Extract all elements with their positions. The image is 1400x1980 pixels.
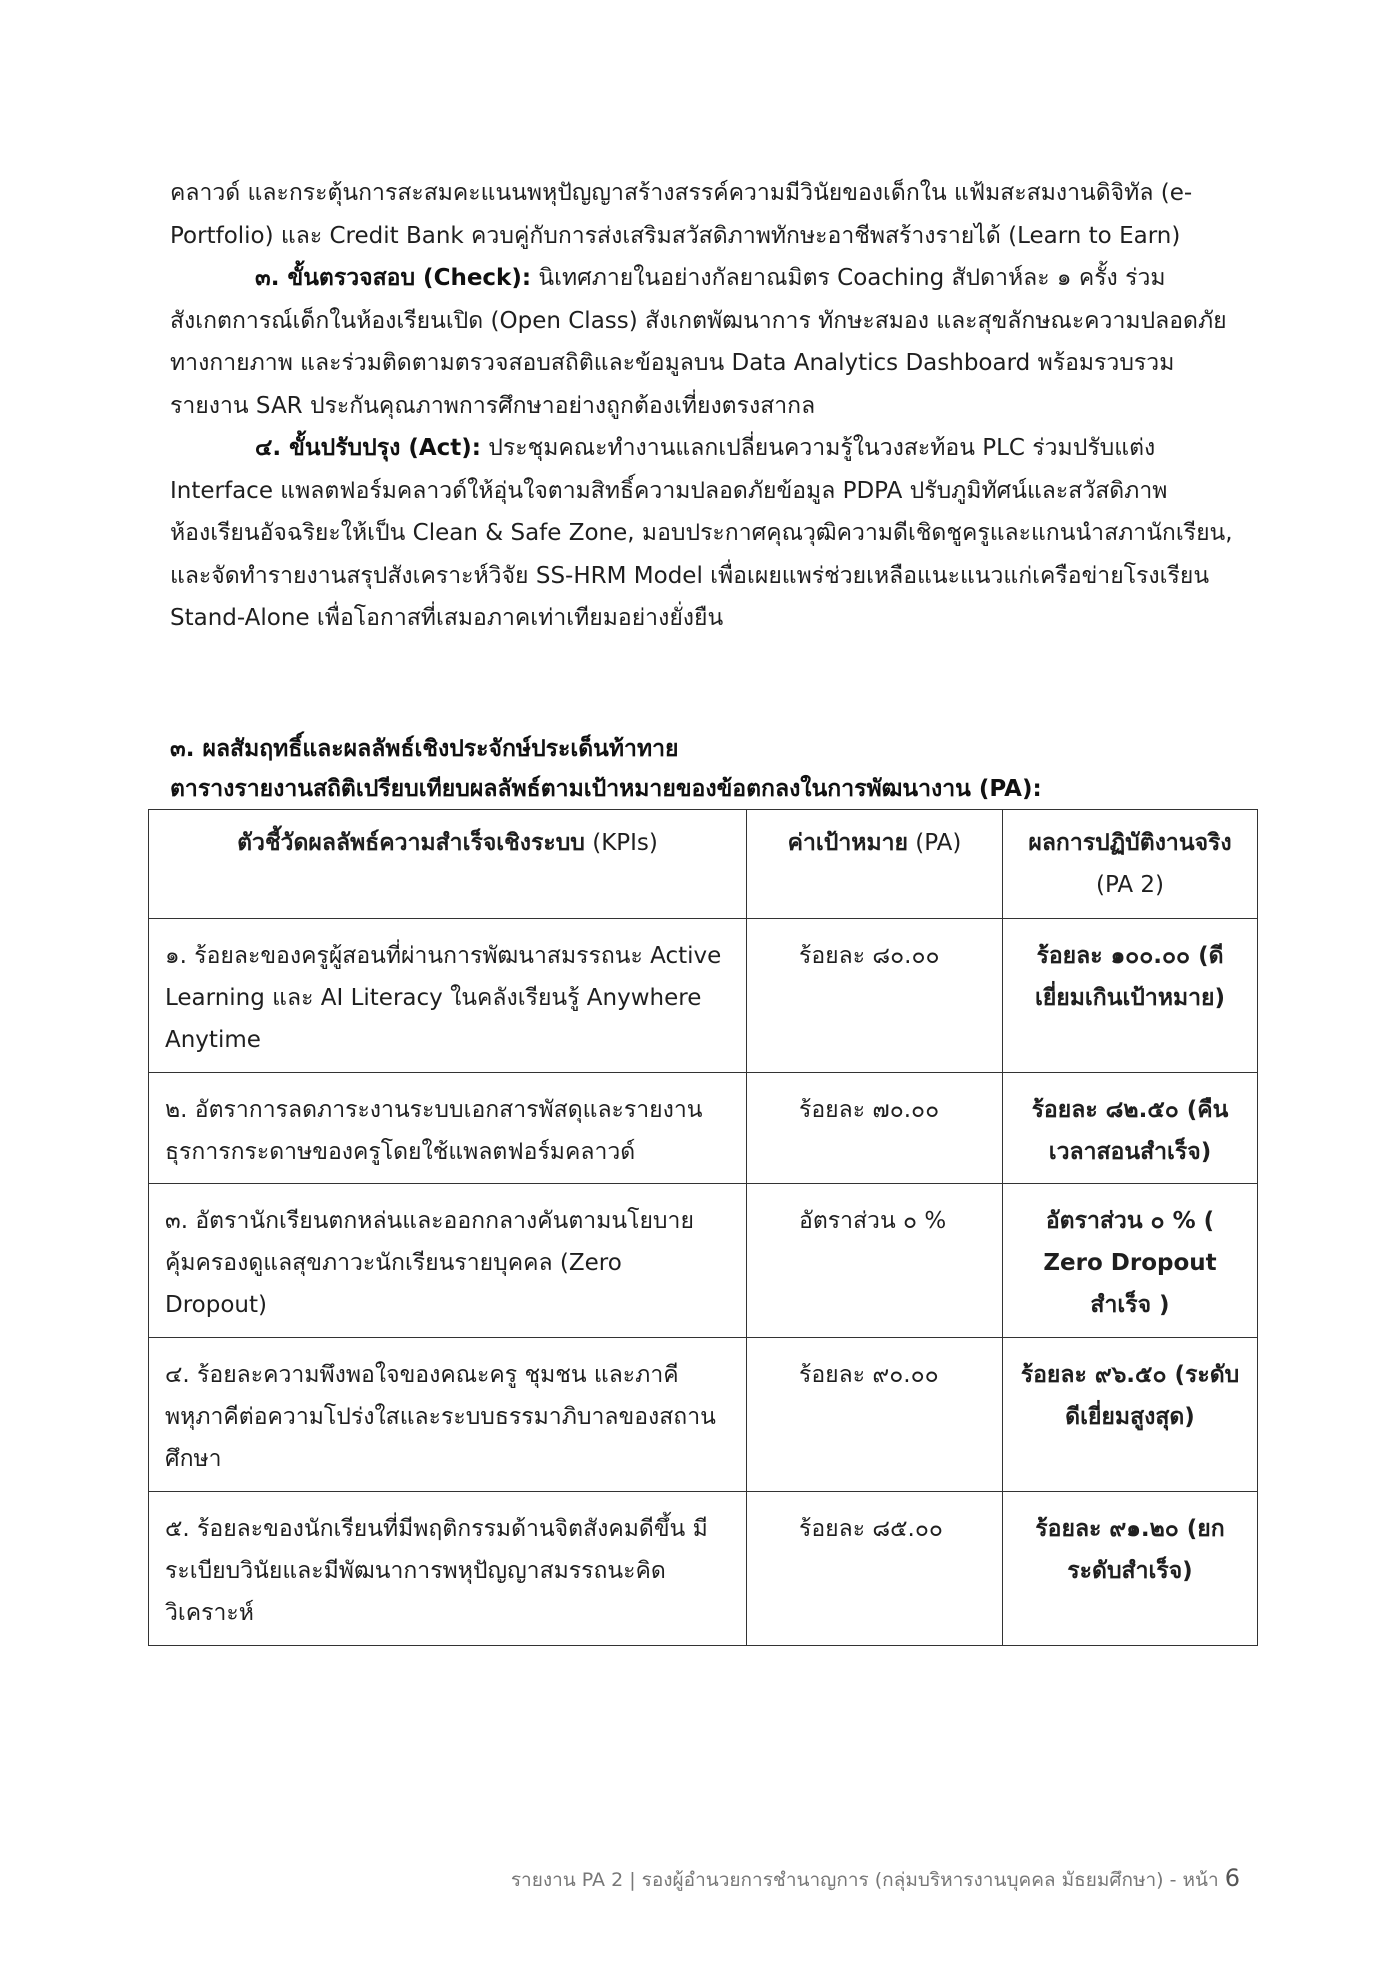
- paragraph-portfolio: คลาวด์ และกระตุ้นการสะสมคะแนนพหุปัญญาสร้างสรรค์ความมีวินัยของเด็กใน แฟ้มสะสมงานดิจิทัล (e-Portfolio) และ Credit Bank ควบคู่กับการส่งเสริมสวัสดิภาพทักษะอาชีพสร้างรายได้ (Learn to Earn): [170, 180, 1193, 249]
- table-row: [149, 1492, 1258, 1646]
- header-actual: ผลการปฏิบัติงานจริง (PA 2): [1003, 810, 1258, 919]
- header-target: ค่าเป้าหมาย (PA): [747, 810, 1003, 919]
- page-number: 6: [1224, 1864, 1240, 1892]
- table-caption: ตารางรายงานสถิติเปรียบเทียบผลลัพธ์ตามเป้าหมายของข้อตกลงในการพัฒนางาน (PA):: [170, 776, 1042, 802]
- table-row: [149, 1184, 1258, 1338]
- actual-cell: ร้อยละ ๘๒.๕๐ (คืนเวลาสอนสำเร็จ): [1003, 1073, 1258, 1184]
- step-act-label: ๔. ขั้นปรับปรุง (Act):: [255, 435, 481, 461]
- kpi-cell: ๑. ร้อยละของครูผู้สอนที่ผ่านการพัฒนาสมรรถนะ Active Learning และ AI Literacy ในคลังเรียนรู้ Anywhere Anytime: [149, 919, 747, 1073]
- target-cell: ร้อยละ ๗๐.๐๐: [747, 1073, 1003, 1184]
- actual-cell: อัตราส่วน ๐ % ( Zero Dropout สำเร็จ ): [1003, 1184, 1258, 1338]
- kpi-table: [148, 809, 1258, 1646]
- actual-cell: ร้อยละ ๙๖.๕๐ (ระดับดีเยี่ยมสูงสุด): [1003, 1338, 1258, 1492]
- actual-cell: ร้อยละ ๑๐๐.๐๐ (ดีเยี่ยมเกินเป้าหมาย): [1003, 919, 1258, 1073]
- kpi-cell: ๓. อัตรานักเรียนตกหล่นและออกกลางคันตามนโยบายคุ้มครองดูแลสุขภาวะนักเรียนรายบุคคล (Zero Dropout): [149, 1184, 747, 1338]
- target-cell: ร้อยละ ๙๐.๐๐: [747, 1338, 1003, 1492]
- target-cell: ร้อยละ ๘๕.๐๐: [747, 1492, 1003, 1646]
- kpi-cell: ๒. อัตราการลดภาระงานระบบเอกสารพัสดุและรายงานธุรการกระดาษของครูโดยใช้แพลตฟอร์มคลาวด์: [149, 1073, 747, 1184]
- page-footer: [511, 1864, 1240, 1895]
- step-check-text: นิเทศภายในอย่างกัลยาณมิตร Coaching สัปดาห์ละ ๑ ครั้ง ร่วมสังเกตการณ์เด็กในห้องเรียนเปิด (Open Class) สังเกตพัฒนาการ ทักษะสมอง และสุขลักษณะความปลอดภัยทางกายภาพ และร่วมติดตามตรวจสอบสถิติและข้อมูลบน Data Analytics Dashboard พร้อมรวบรวมรายงาน SAR ประกันคุณภาพการศึกษาอย่างถูกต้องเที่ยงตรงสากล: [170, 265, 1227, 419]
- table-row: [149, 1073, 1258, 1184]
- body-text: [170, 172, 1250, 640]
- header-kpi: ตัวชี้วัดผลลัพธ์ความสำเร็จเชิงระบบ (KPIs): [149, 810, 747, 919]
- step-check-label: ๓. ขั้นตรวจสอบ (Check):: [255, 265, 532, 291]
- actual-cell: ร้อยละ ๙๑.๒๐ (ยกระดับสำเร็จ): [1003, 1492, 1258, 1646]
- kpi-cell: ๔. ร้อยละความพึงพอใจของคณะครู ชุมชน และภาคีพหุภาคีต่อความโปร่งใสและระบบธรรมาภิบาลของสถานศึกษา: [149, 1338, 747, 1492]
- target-cell: อัตราส่วน ๐ %: [747, 1184, 1003, 1338]
- paragraph-check: [170, 257, 1250, 427]
- step-act-text: ประชุมคณะทำงานแลกเปลี่ยนความรู้ในวงสะท้อน PLC ร่วมปรับแต่ง Interface แพลตฟอร์มคลาวด์ให้อุ่นใจตามสิทธิ์ความปลอดภัยข้อมูล PDPA ปรับภูมิทัศน์และสวัสดิภาพห้องเรียนอัจฉริยะให้เป็น Clean & Safe Zone, มอบประกาศคุณวุฒิความดีเชิดชูครูและแกนนำสภานักเรียน, และจัดทำรายงานสรุปสังเคราะห์วิจัย SS-HRM Model เพื่อเผยแพร่ช่วยเหลือแนะแนวแก่เครือข่ายโรงเรียน Stand-Alone เพื่อโอกาสที่เสมอภาคเท่าเทียมอย่างยั่งยืน: [170, 435, 1233, 631]
- paragraph-act: [170, 427, 1250, 640]
- table-row: [149, 919, 1258, 1073]
- kpi-cell: ๕. ร้อยละของนักเรียนที่มีพฤติกรรมด้านจิตสังคมดีขึ้น มีระเบียบวินัยและมีพัฒนาการพหุปัญญาสมรรถนะคิดวิเคราะห์: [149, 1492, 747, 1646]
- section-heading: ๓. ผลสัมฤทธิ์และผลลัพธ์เชิงประจักษ์ประเด็นท้าทาย: [170, 736, 679, 762]
- footer-text: รายงาน PA 2 | รองผู้อำนวยการชำนาญการ (กลุ่มบริหารงานบุคคล มัธยมศึกษา) - หน้า: [510, 1869, 1225, 1891]
- target-cell: ร้อยละ ๘๐.๐๐: [747, 919, 1003, 1073]
- table-row: [149, 1338, 1258, 1492]
- table-header-row: [149, 810, 1258, 919]
